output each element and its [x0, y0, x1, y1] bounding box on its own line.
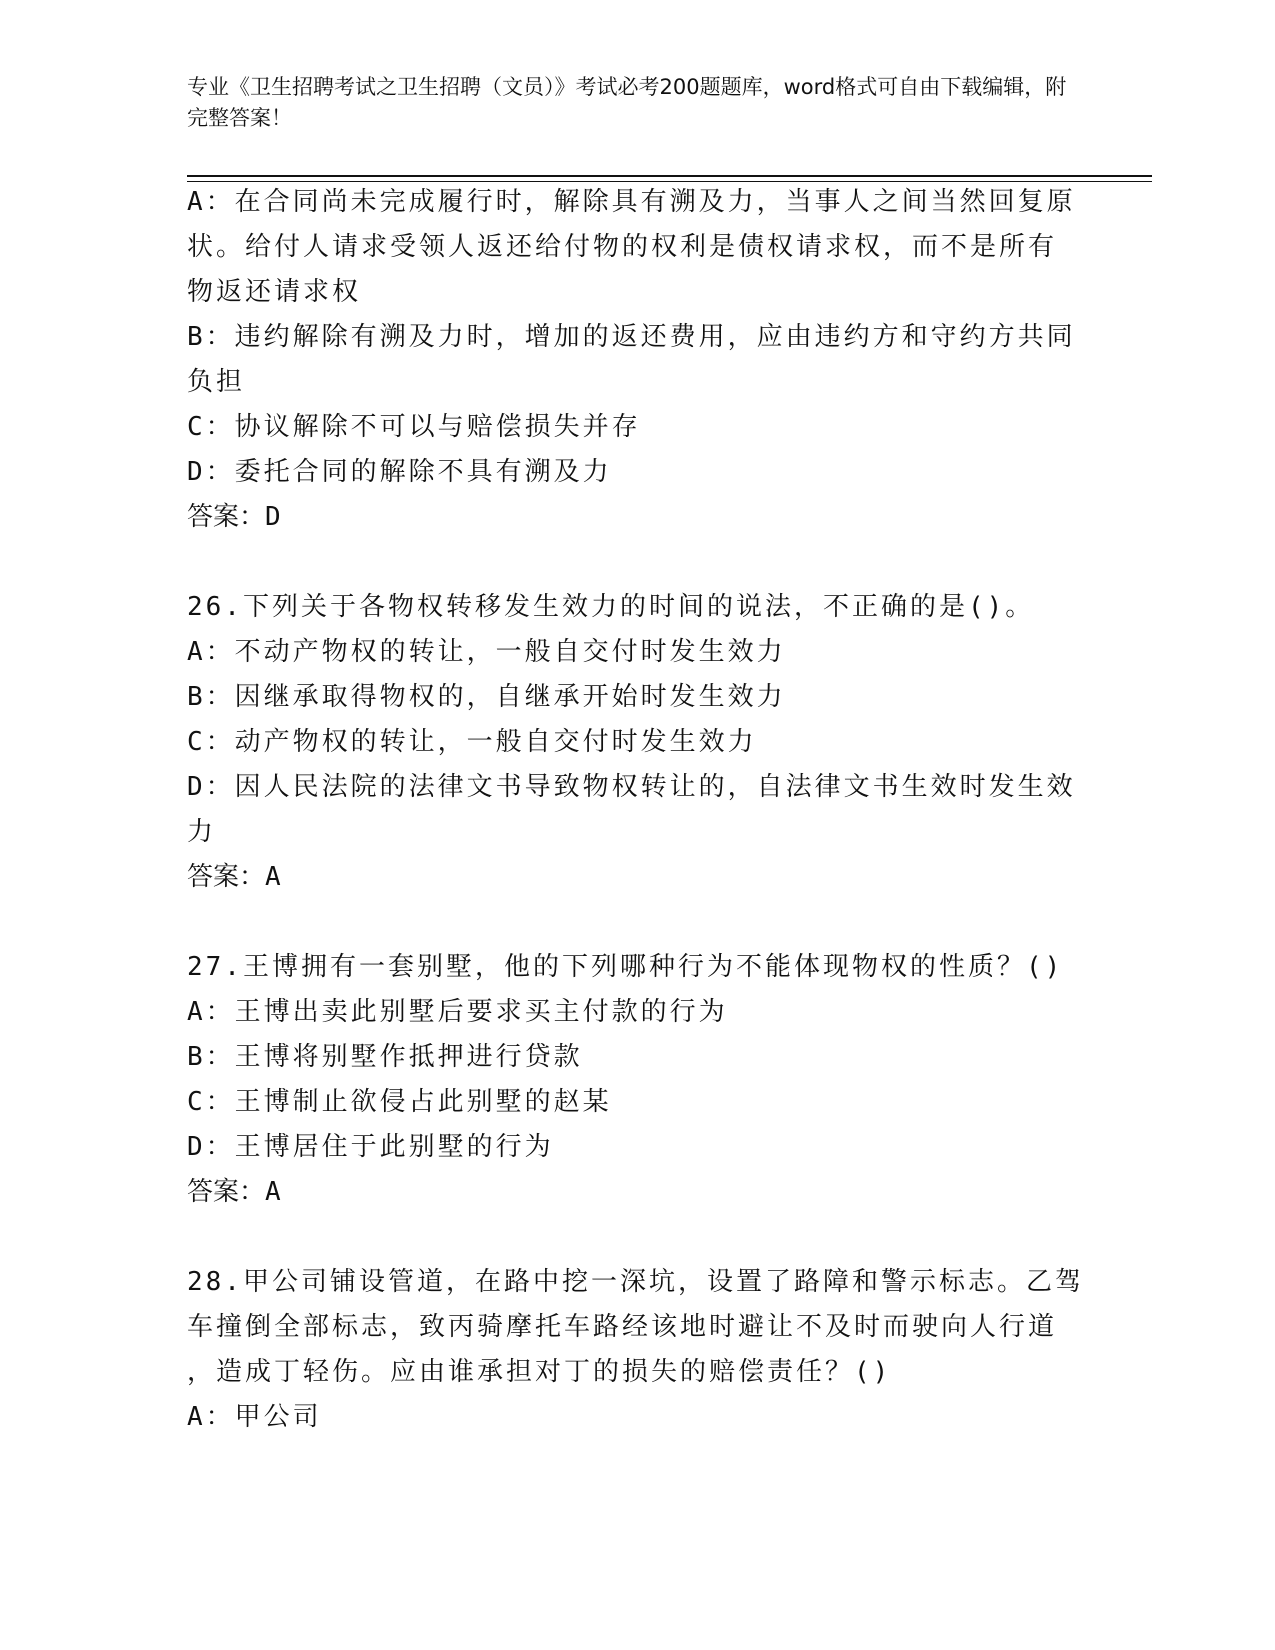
q27-option-b: B：王博将别墅作抵押进行贷款 — [187, 1042, 583, 1072]
answer-value: A — [265, 1177, 281, 1207]
q26-answer — [187, 861, 281, 893]
q28-question-line3: ，造成丁轻伤。应由谁承担对丁的损失的赔偿责任？() — [187, 1357, 892, 1387]
q26-question: 26.下列关于各物权转移发生效力的时间的说法，不正确的是()。 — [187, 592, 1035, 622]
q26-option-d-line1: D：因人民法院的法律文书导致物权转让的，自法律文书生效时发生效 — [187, 772, 1076, 802]
q25-answer — [187, 501, 281, 533]
q26-option-b: B：因继承取得物权的，自继承开始时发生效力 — [187, 682, 786, 712]
q27-option-c: C：王博制止欲侵占此别墅的赵某 — [187, 1087, 612, 1117]
q25-option-a-line1: A：在合同尚未完成履行时，解除具有溯及力，当事人之间当然回复原 — [187, 187, 1076, 217]
q25-option-d: D：委托合同的解除不具有溯及力 — [187, 457, 612, 487]
document-header: 专业《卫生招聘考试之卫生招聘（文员）》考试必考200题题库，word格式可自由下载编辑，附完整答案！ — [187, 75, 1067, 130]
q27-question: 27.王博拥有一套别墅，他的下列哪种行为不能体现物权的性质？() — [187, 952, 1064, 982]
q27-option-d: D：王博居住于此别墅的行为 — [187, 1132, 554, 1162]
answer-value: D — [265, 502, 281, 532]
answer-label: 答案： — [187, 502, 266, 532]
q28-option-a: A：甲公司 — [187, 1402, 322, 1432]
q26-option-a: A：不动产物权的转让，一般自交付时发生效力 — [187, 637, 786, 667]
q26-option-c: C：动产物权的转让，一般自交付时发生效力 — [187, 727, 757, 757]
q25-option-b-line2: 负担 — [187, 367, 246, 397]
answer-value: A — [265, 862, 281, 892]
answer-label: 答案： — [187, 862, 266, 892]
answer-label: 答案： — [187, 1177, 266, 1207]
q25-option-b-line1: B：违约解除有溯及力时，增加的返还费用，应由违约方和守约方共同 — [187, 322, 1076, 352]
q26-option-d-line2: 力 — [187, 817, 217, 847]
q28-question-line2: 车撞倒全部标志，致丙骑摩托车路经该地时避让不及时而驶向人行道 — [187, 1312, 1058, 1342]
q28-question-line1: 28.甲公司铺设管道，在路中挖一深坑，设置了路障和警示标志。乙驾 — [187, 1267, 1084, 1297]
header-divider-thin — [187, 181, 1152, 182]
q25-option-a-line3: 物返还请求权 — [187, 277, 362, 307]
header-divider-thick — [187, 175, 1152, 177]
q27-answer — [187, 1176, 281, 1208]
q27-option-a: A：王博出卖此别墅后要求买主付款的行为 — [187, 997, 728, 1027]
q25-option-c: C：协议解除不可以与赔偿损失并存 — [187, 412, 641, 442]
q25-option-a-line2: 状。给付人请求受领人返还给付物的权利是债权请求权，而不是所有 — [187, 232, 1058, 262]
